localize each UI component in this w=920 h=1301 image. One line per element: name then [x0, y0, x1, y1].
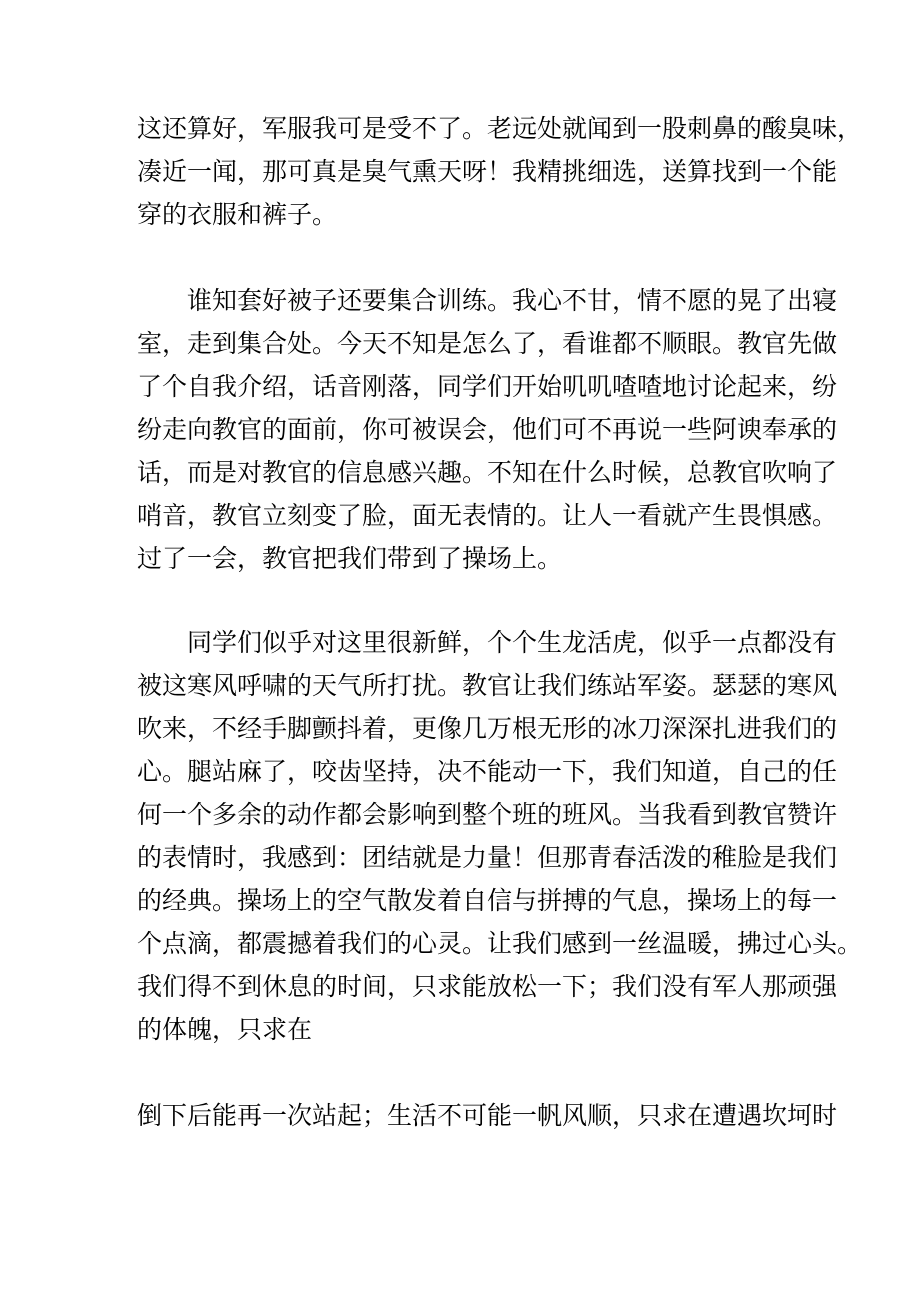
- text-line: 穿的衣服和裤子。: [137, 200, 338, 229]
- text-line: 我们得不到休息的时间，只求能放松一下；我们没有军人那顽强: [137, 972, 838, 1001]
- text-line: 纷走向教官的面前，你可被误会，他们可不再说一些阿谀奉承的: [137, 415, 838, 444]
- text-line: 同学们似乎对这里很新鲜，个个生龙活虎，似乎一点都没有: [137, 628, 838, 657]
- text-line: 的体魄，只求在: [137, 1015, 313, 1044]
- text-line: 倒下后能再一次站起；生活不可能一帆风顺，只求在遭遇坎坷时: [137, 1101, 838, 1130]
- text-line: 哨音，教官立刻变了脸，面无表情的。让人一看就产生畏惧感。: [137, 501, 838, 530]
- text-line: 的经典。操场上的空气散发着自信与拼搏的气息，操场上的每一: [137, 886, 838, 915]
- text-line: 室，走到集合处。今天不知是怎么了，看谁都不顺眼。教官先做: [137, 329, 838, 358]
- text-line: 谁知套好被子还要集合训练。我心不甘，情不愿的晃了出寝: [137, 286, 838, 315]
- text-line: 过了一会，教官把我们带到了操场上。: [137, 544, 563, 573]
- text-line: 的表情时，我感到：团结就是力量！但那青春活泼的稚脸是我们: [137, 843, 838, 872]
- text-line: 被这寒风呼啸的天气所打扰。教官让我们练站军姿。瑟瑟的寒风: [137, 671, 838, 700]
- text-line: 了个自我介绍，话音刚落，同学们开始叽叽喳喳地讨论起来，纷: [137, 372, 838, 401]
- text-line: 凑近一闻，那可真是臭气熏天呀！我精挑细选，送算找到一个能: [137, 157, 838, 186]
- text-line: 吹来，不经手脚颤抖着，更像几万根无形的冰刀深深扎进我们的: [137, 714, 838, 743]
- text-line: 心。腿站麻了，咬齿坚持，决不能动一下，我们知道，自己的任: [137, 757, 838, 786]
- text-line: 何一个多余的动作都会影响到整个班的班风。当我看到教官赞许: [137, 800, 838, 829]
- text-line: 这还算好，军服我可是受不了。老远处就闻到一股刺鼻的酸臭味，: [137, 114, 863, 143]
- text-line: 话，而是对教官的信息感兴趣。不知在什么时候，总教官吹响了: [137, 458, 838, 487]
- text-line: 个点滴，都震撼着我们的心灵。让我们感到一丝温暖，拂过心头。: [137, 929, 863, 958]
